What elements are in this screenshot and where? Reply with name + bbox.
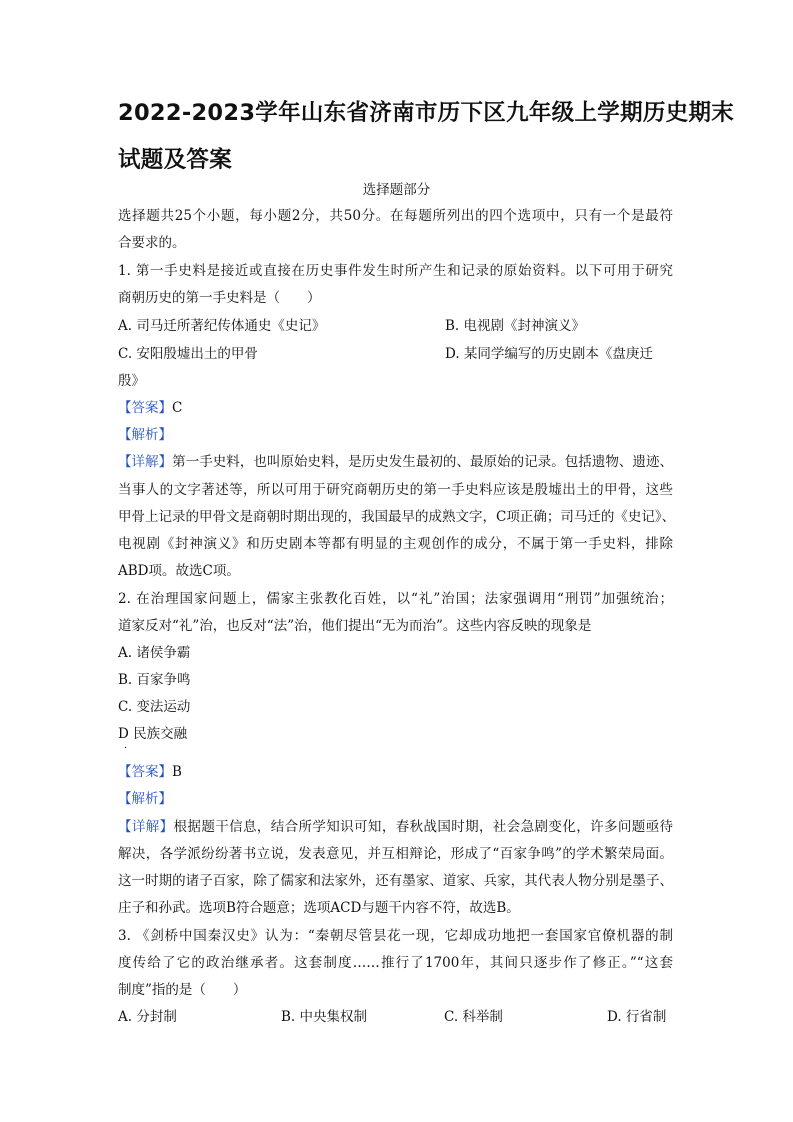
intro-line-2: 合要求的。 — [118, 235, 186, 251]
doc-title-line-1: 2022-2023学年山东省济南市历下区九年级上学期历史期末 — [118, 100, 735, 126]
q1-detail-line-1 — [118, 453, 673, 471]
q1-detail-line-3: 甲骨上记录的甲骨文是商朝时期出现的，我国最早的成熟文字，C项正确；司马迁的《史记》、 — [118, 509, 676, 525]
q2-detail-line-1 — [118, 818, 673, 836]
q1-option-d-continued: 殷》 — [118, 373, 145, 389]
q2-option-c: C. 变法运动 — [118, 699, 191, 715]
answer-tag: 【答案】 — [118, 764, 172, 780]
section-heading: 选择题部分 — [362, 182, 431, 198]
q3-stem-line-3: 制度”指的是（ ） — [118, 982, 247, 998]
q1-option-c: C. 安阳殷墟出土的甲骨 — [118, 346, 258, 362]
q1-answer — [118, 399, 182, 417]
q2-detail-line-3: 这一时期的诸子百家，除了儒家和法家外，还有墨家、道家、兵家，其代表人物分别是墨子、 — [118, 873, 673, 889]
q1-option-a: A. 司马迁所著纪传体通史《史记》 — [118, 318, 326, 334]
detail-tag: 【详解】 — [118, 819, 174, 835]
q1-detail-line-2: 当事人的文字著述等，所以可用于研究商朝历史的第一手史料应该是殷墟出土的甲骨，这些 — [118, 482, 673, 498]
q2-stem-line-1: 2. 在治理国家问题上，儒家主张教化百姓，以“礼”治国；法家强调用“刑罚”加强统治； — [118, 591, 673, 607]
answer-tag: 【答案】 — [118, 400, 172, 416]
q1-option-b: B. 电视剧《封神演义》 — [445, 318, 586, 334]
q1-detail-line-5: ABD项。故选C项。 — [118, 563, 240, 579]
q3-stem-line-2: 度传给了它的政治继承者。这套制度……推行了1700年，其间只逐步作了修正。”“这套 — [118, 955, 673, 971]
q2-answer-value: B — [172, 764, 182, 780]
q2-analysis-tag: 【解析】 — [118, 791, 172, 807]
q2-detail-line-2: 解决，各学派纷纷著书立说，发表意见，并互相辩论，形成了“百家争鸣”的学术繁荣局面。 — [118, 846, 673, 862]
q2-answer — [118, 763, 182, 781]
q3-option-c: C. 科举制 — [444, 1009, 503, 1025]
detail-tag: 【详解】 — [118, 454, 173, 470]
q2-option-d-dot: ． — [124, 740, 134, 751]
q2-option-d: D 民族交融 — [118, 726, 188, 742]
q3-stem-line-1: 3. 《剑桥中国秦汉史》认为：“秦朝尽管昙花一现，它却成功地把一套国家官僚机器的制 — [118, 928, 673, 944]
intro-line-1: 选择题共25个小题，每小题2分，共50分。在每题所列出的四个选项中，只有一个是最符 — [118, 208, 673, 224]
q1-stem-line-1: 1. 第一手史料是接近或直接在历史事件发生时所产生和记录的原始资料。以下可用于研究 — [118, 263, 673, 279]
q3-option-d: D. 行省制 — [607, 1009, 667, 1025]
q1-detail-line-4: 电视剧《封神演义》和历史剧本等都有明显的主观创作的成分，不属于第一手史料，排除 — [118, 536, 673, 552]
q2-option-b: B. 百家争鸣 — [118, 672, 191, 688]
q2-detail-line-4: 庄子和孙武。选项B符合题意；选项ACD与题干内容不符，故选B。 — [118, 900, 520, 916]
q2-option-a: A. 诸侯争霸 — [118, 645, 191, 661]
q3-option-b: B. 中央集权制 — [281, 1009, 368, 1025]
q1-option-d: D. 某同学编写的历史剧本《盘庚迁 — [445, 346, 653, 362]
doc-title-line-2: 试题及答案 — [118, 147, 233, 173]
q1-stem-line-2: 商朝历史的第一手史料是（ ） — [118, 290, 321, 306]
q2-detail-text: 根据题干信息，结合所学知识可知，春秋战国时期，社会急剧变化，许多问题亟待 — [173, 819, 674, 835]
q1-analysis-tag: 【解析】 — [118, 427, 172, 443]
q2-stem-line-2: 道家反对“礼”治，也反对“法”治，他们提出“无为而治”。这些内容反映的现象是 — [118, 618, 592, 634]
q1-detail-text: 第一手史料，也叫原始史料，是历史发生最初的、最原始的记录。包括遗物、遗迹、 — [172, 454, 674, 470]
q3-option-a: A. 分封制 — [118, 1009, 177, 1025]
q1-answer-value: C — [172, 400, 183, 416]
